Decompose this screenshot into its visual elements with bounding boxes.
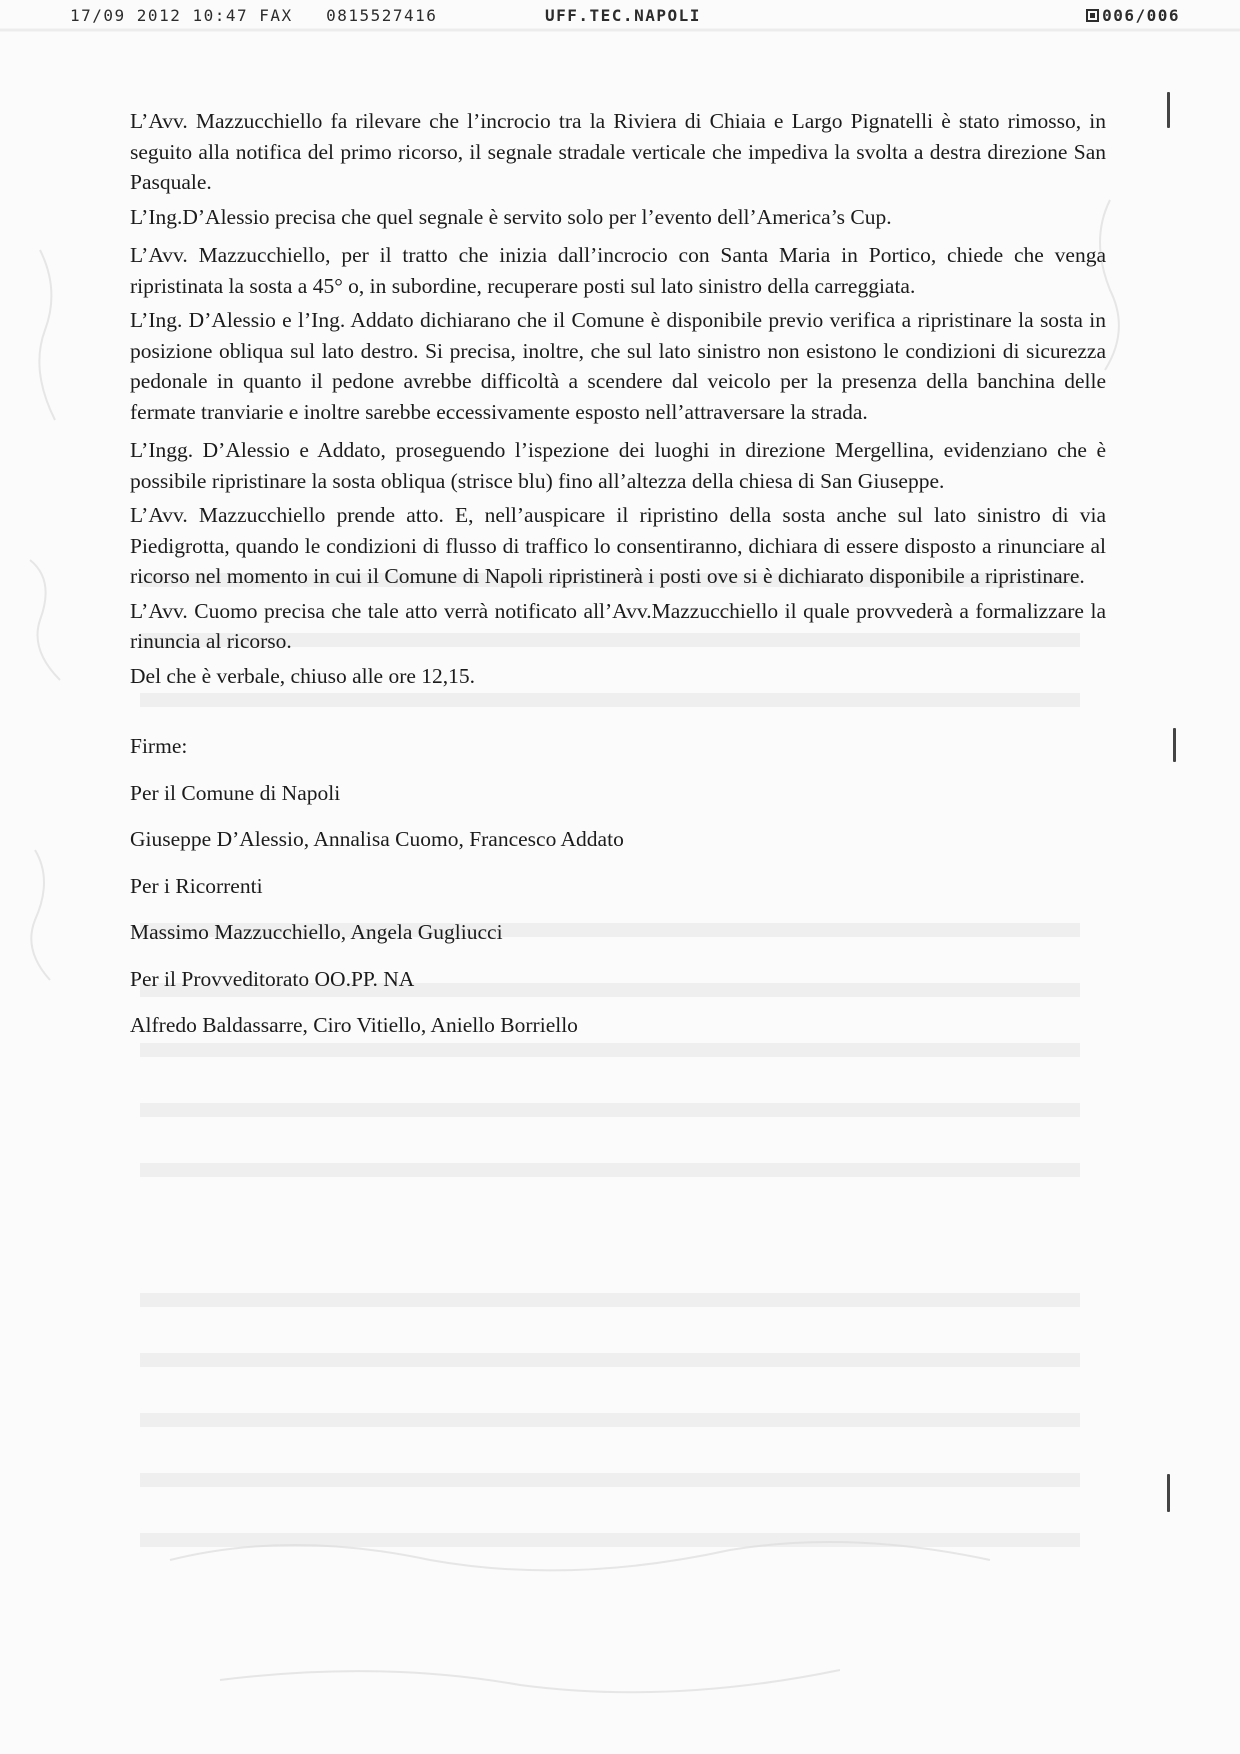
- signatory-names: Alfredo Baldassarre, Ciro Vitiello, Aniello Borriello: [130, 1013, 578, 1037]
- signature-block: [130, 731, 1106, 1041]
- signatory-group-label: Per i Ricorrenti: [130, 873, 263, 898]
- signatory-names: Massimo Mazzucchiello, Angela Gugliucci: [130, 920, 503, 944]
- closing-statement: Del che è verbale, chiuso alle ore 12,15.: [130, 663, 476, 688]
- fax-header-left: [70, 6, 437, 25]
- scan-mark: [1173, 728, 1176, 762]
- paragraph: L’Avv. Mazzucchiello, per il tratto che inizia dall’incrocio con Santa Maria in Portico, chiede che venga ripristinata la sosta a 45° o, in subordine, recuperare posti sul lato sinistro della carreggiata.: [130, 243, 1106, 298]
- fax-page-icon: [1086, 9, 1099, 22]
- paragraph: L’Ing.D’Alessio precisa che quel segnale è servito solo per l’evento dell’America’s Cup.: [130, 204, 892, 229]
- paragraph: L’Ing. D’Alessio e l’Ing. Addato dichiarano che il Comune è disponibile previo verifica a ripristinare la sosta in posizione obliqua sul lato destro. Si precisa, inoltre, che sul lato sinistro non esistono le condizioni di sicurezza pedonale in quanto il pedone avrebbe difficoltà a scendere dal veicolo per la presenza della banchina delle fermate tranviarie e inoltre sarebbe eccessivamente esposto nell’attraversare la strada.: [130, 308, 1106, 424]
- signatory-names: Giuseppe D’Alessio, Annalisa Cuomo, Francesco Addato: [130, 827, 624, 851]
- fax-page-counter: 006/006: [1102, 6, 1180, 25]
- paragraph: L’Avv. Cuomo precisa che tale atto verrà notificato all’Avv.Mazzucchiello il quale provvederà a formalizzare la rinuncia al ricorso.: [130, 598, 1106, 653]
- paragraph: L’Avv. Mazzucchiello fa rilevare che l’incrocio tra la Riviera di Chiaia e Largo Pignatelli è stato rimosso, in seguito alla notifica del primo ricorso, il segnale stradale verticale che impediva la svolta a destra direzione San Pasquale.: [130, 109, 1106, 194]
- paragraph: L’Ingg. D’Alessio e Addato, proseguendo l’ispezione dei luoghi in direzione Mergellina, evidenziano che è possibile ripristinare la sosta obliqua (strisce blu) fino all’altezza della chiesa di San Giuseppe.: [130, 438, 1106, 493]
- scan-mark: [1167, 1474, 1170, 1512]
- scan-mark: [1167, 92, 1170, 128]
- signatory-group-label: Per il Comune di Napoli: [130, 780, 341, 805]
- fax-header: [70, 2, 1180, 28]
- signatures-heading: Firme:: [130, 734, 188, 758]
- paragraph: L’Avv. Mazzucchiello prende atto. E, nell’auspicare il ripristino della sosta anche sul lato sinistro di via Piedigrotta, quando le condizioni di flusso di traffico lo consentiranno, dichiara di essere disposto a rinunciare al ricorso nel momento in cui il Comune di Napoli ripristinerà i posti ove si è dichiarato disponibile a ripristinare.: [130, 503, 1106, 588]
- fax-number: 0815527416: [326, 6, 438, 25]
- fax-office: UFF.TEC.NAPOLI: [545, 6, 701, 25]
- fax-datetime: 17/09 2012 10:47 FAX: [70, 6, 293, 25]
- signatory-group-label: Per il Provveditorato OO.PP. NA: [130, 966, 415, 991]
- document-body: [130, 106, 1106, 1057]
- fax-page-counter-wrap: [1086, 6, 1180, 25]
